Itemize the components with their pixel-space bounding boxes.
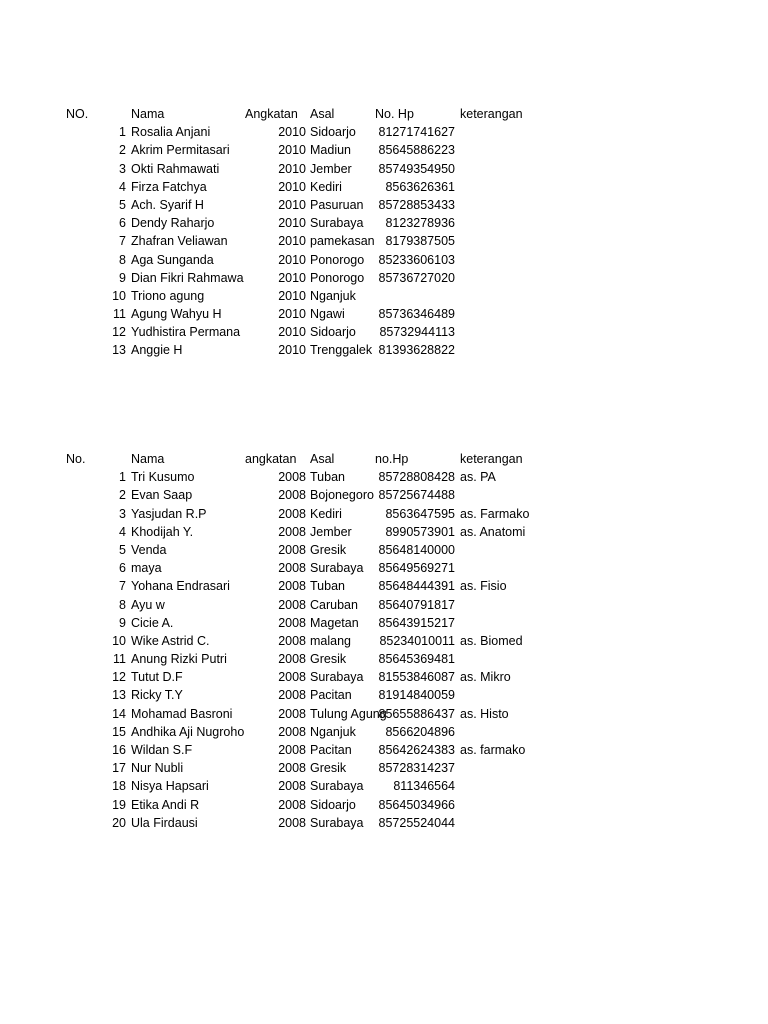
cell-no: 4	[119, 524, 126, 539]
cell-no: 18	[112, 779, 126, 794]
cell-angkatan: 2010	[278, 143, 306, 158]
header-keterangan: keterangan	[460, 107, 523, 121]
cell-nama: Evan Saap	[131, 488, 193, 503]
cell-nama: Etika Andi R	[131, 797, 200, 812]
cell-no: 11	[113, 652, 126, 667]
cell-no-hp: 85648140000	[378, 542, 455, 557]
cell-asal: Bojonegoro	[310, 488, 374, 503]
cell-nama: Agung Wahyu H	[131, 307, 222, 322]
cell-asal: Sidoarjo	[310, 125, 356, 140]
cell-angkatan: 2008	[278, 506, 306, 521]
cell-angkatan: 2008	[278, 688, 306, 703]
table-row	[0, 596, 768, 614]
cell-no: 3	[119, 506, 126, 521]
cell-keterangan: as. Anatomi	[460, 524, 526, 539]
cell-no-hp: 85725524044	[378, 815, 455, 830]
cell-angkatan: 2010	[278, 125, 306, 140]
cell-angkatan: 2010	[278, 343, 306, 358]
cell-nama: Tri Kusumo	[131, 470, 195, 485]
cell-angkatan: 2008	[278, 706, 306, 721]
cell-no: 11	[113, 307, 126, 322]
cell-nama: Yudhistira Permana	[131, 325, 241, 340]
cell-angkatan: 2008	[278, 524, 306, 539]
table-header-row	[0, 450, 768, 468]
cell-nama: Ula Firdausi	[131, 815, 198, 830]
cell-angkatan: 2008	[278, 579, 306, 594]
cell-asal: Jember	[310, 524, 352, 539]
cell-asal: Magetan	[310, 615, 359, 630]
cell-no-hp: 85655886437	[378, 706, 455, 721]
table-row	[0, 668, 768, 686]
cell-keterangan: as. farmako	[460, 743, 526, 757]
cell-asal: Gresik	[310, 652, 347, 667]
cell-no-hp: 85736346489	[378, 307, 455, 322]
table-row	[0, 251, 768, 269]
table-row	[0, 614, 768, 632]
cell-angkatan: 2010	[278, 270, 306, 285]
cell-keterangan: as. Fisio	[460, 579, 507, 594]
table-row	[0, 759, 768, 777]
header-nama: Nama	[131, 107, 165, 121]
cell-no-hp: 85725674488	[378, 488, 455, 503]
cell-asal: malang	[310, 633, 351, 648]
cell-no: 8	[119, 252, 126, 267]
cell-no-hp: 811346564	[393, 779, 455, 794]
cell-nama: Ricky T.Y	[131, 688, 183, 703]
cell-keterangan: as. Biomed	[460, 633, 523, 648]
cell-no: 13	[112, 688, 126, 703]
cell-asal: Tulung Agung	[310, 706, 387, 721]
cell-nama: Anggie H	[131, 343, 183, 358]
cell-no: 17	[112, 761, 126, 776]
cell-no-hp: 85645369481	[378, 652, 455, 667]
cell-no: 5	[119, 197, 126, 212]
cell-asal: pamekasan	[310, 234, 375, 249]
cell-no-hp: 85640791817	[378, 597, 455, 612]
cell-no-hp: 8563647595	[385, 506, 455, 521]
cell-angkatan: 2008	[278, 724, 306, 739]
cell-nama: Ach. Syarif H	[131, 197, 204, 212]
cell-asal: Surabaya	[310, 561, 364, 576]
cell-no: 6	[119, 216, 126, 231]
cell-nama: Akrim Permitasari	[131, 143, 230, 158]
cell-angkatan: 2008	[278, 597, 306, 612]
table-row	[0, 323, 768, 341]
cell-keterangan: as. Histo	[460, 706, 509, 721]
cell-angkatan: 2010	[278, 307, 306, 322]
cell-no: 7	[119, 234, 126, 249]
cell-nama: Khodijah Y.	[131, 524, 194, 539]
cell-nama: Wike Astrid C.	[131, 633, 210, 648]
cell-no-hp: 85749354950	[378, 161, 455, 176]
table-row	[0, 141, 768, 159]
header-keterangan: keterangan	[460, 452, 523, 466]
cell-angkatan: 2010	[278, 197, 306, 212]
cell-asal: Gresik	[310, 761, 347, 776]
cell-no-hp: 85645886223	[378, 143, 455, 158]
cell-asal: Pacitan	[310, 688, 352, 703]
table-row	[0, 214, 768, 232]
cell-no: 12	[112, 325, 126, 340]
cell-angkatan: 2008	[278, 615, 306, 630]
table-row	[0, 196, 768, 214]
header-no: NO.	[66, 107, 89, 121]
cell-nama: Ayu w	[131, 597, 165, 612]
table-row	[0, 577, 768, 595]
cell-asal: Trenggalek	[310, 343, 373, 358]
cell-angkatan: 2008	[278, 743, 306, 757]
cell-no: 5	[119, 542, 126, 557]
table-row	[0, 705, 768, 723]
header-no: No.	[66, 452, 86, 466]
cell-nama: Nisya Hapsari	[131, 779, 209, 794]
cell-asal: Kediri	[310, 506, 342, 521]
cell-nama: Dendy Raharjo	[131, 216, 215, 231]
cell-no-hp: 81393628822	[378, 343, 455, 358]
table-row	[0, 468, 768, 486]
cell-no-hp: 85728314237	[378, 761, 455, 776]
cell-angkatan: 2008	[278, 561, 306, 576]
cell-asal: Jember	[310, 161, 352, 176]
table-row	[0, 796, 768, 814]
cell-no-hp: 85728853433	[378, 197, 455, 212]
cell-asal: Nganjuk	[310, 724, 356, 739]
cell-no: 16	[112, 743, 126, 757]
cell-no: 12	[112, 670, 126, 685]
table-row	[0, 178, 768, 196]
cell-no-hp: 8123278936	[385, 216, 455, 231]
cell-asal: Pasuruan	[310, 197, 364, 212]
cell-angkatan: 2008	[278, 761, 306, 776]
table-row	[0, 741, 768, 759]
cell-angkatan: 2008	[278, 488, 306, 503]
cell-nama: Triono agung	[131, 288, 205, 303]
table-row	[0, 814, 768, 832]
table-row	[0, 160, 768, 178]
cell-angkatan: 2010	[278, 216, 306, 231]
cell-no-hp: 81271741627	[378, 125, 455, 140]
cell-no: 20	[112, 815, 126, 830]
header-asal: Asal	[310, 107, 335, 121]
cell-no-hp: 8990573901	[385, 524, 455, 539]
table-row	[0, 232, 768, 250]
cell-no: 2	[119, 143, 126, 158]
cell-nama: Andhika Aji Nugroho	[131, 724, 245, 739]
header-angkatan: Angkatan	[245, 107, 298, 121]
cell-no-hp: 81553846087	[378, 670, 455, 685]
cell-nama: Dian Fikri Rahmawa	[131, 270, 244, 285]
cell-nama: Firza Fatchya	[131, 179, 207, 194]
cell-asal: Gresik	[310, 542, 347, 557]
cell-no: 13	[112, 343, 126, 358]
cell-no: 10	[112, 633, 126, 648]
cell-no: 2	[119, 488, 126, 503]
table-header-row	[0, 105, 768, 123]
table-row	[0, 305, 768, 323]
cell-no: 19	[112, 797, 126, 812]
cell-asal: Surabaya	[310, 670, 364, 685]
table-row	[0, 341, 768, 359]
cell-asal: Sidoarjo	[310, 797, 356, 812]
cell-no: 9	[119, 615, 126, 630]
cell-asal: Ponorogo	[310, 270, 365, 285]
cell-nama: Yasjudan R.P	[131, 506, 207, 521]
cell-angkatan: 2008	[278, 797, 306, 812]
cell-no: 4	[119, 179, 126, 194]
cell-angkatan: 2008	[278, 779, 306, 794]
cell-no-hp: 85643915217	[378, 615, 455, 630]
table-row	[0, 541, 768, 559]
cell-nama: maya	[131, 561, 162, 576]
header-no-hp: No. Hp	[375, 107, 414, 121]
cell-angkatan: 2008	[278, 670, 306, 685]
table-row	[0, 650, 768, 668]
cell-nama: Venda	[131, 542, 167, 557]
cell-angkatan: 2010	[278, 179, 306, 194]
cell-nama: Anung Rizki Putri	[131, 652, 227, 667]
table-row	[0, 559, 768, 577]
cell-no-hp: 85728808428	[378, 470, 455, 485]
cell-no-hp: 85234010011	[379, 633, 455, 648]
cell-no-hp: 85648444391	[378, 579, 455, 594]
cell-angkatan: 2010	[278, 288, 306, 303]
table-row	[0, 287, 768, 305]
cell-no-hp: 85649569271	[378, 561, 455, 576]
cell-no-hp: 8566204896	[385, 724, 455, 739]
table-row	[0, 777, 768, 795]
table-angkatan-2010	[0, 105, 768, 360]
cell-keterangan: as. Farmako	[460, 506, 530, 521]
cell-no-hp: 8179387505	[385, 234, 455, 249]
cell-nama: Cicie A.	[131, 615, 174, 630]
cell-asal: Kediri	[310, 179, 342, 194]
header-no-hp: no.Hp	[375, 452, 409, 466]
cell-asal: Pacitan	[310, 743, 352, 757]
cell-angkatan: 2010	[278, 161, 306, 176]
table-row	[0, 269, 768, 287]
cell-asal: Ngawi	[310, 307, 345, 322]
cell-no-hp: 81914840059	[378, 688, 455, 703]
header-angkatan: angkatan	[245, 452, 297, 466]
table-angkatan-2008	[0, 450, 768, 832]
cell-angkatan: 2010	[278, 234, 306, 249]
cell-asal: Ponorogo	[310, 252, 365, 267]
cell-nama: Zhafran Veliawan	[131, 234, 228, 249]
cell-asal: Surabaya	[310, 216, 364, 231]
cell-nama: Okti Rahmawati	[131, 161, 220, 176]
cell-asal: Tuban	[310, 470, 345, 485]
cell-no-hp: 85645034966	[378, 797, 455, 812]
table-row	[0, 632, 768, 650]
cell-angkatan: 2010	[278, 325, 306, 340]
cell-asal: Nganjuk	[310, 288, 356, 303]
cell-no: 10	[112, 288, 126, 303]
cell-no: 6	[119, 561, 126, 576]
cell-asal: Surabaya	[310, 779, 364, 794]
cell-nama: Mohamad Basroni	[131, 706, 233, 721]
header-nama: Nama	[131, 452, 165, 466]
cell-keterangan: as. PA	[460, 470, 496, 485]
cell-asal: Sidoarjo	[310, 325, 356, 340]
header-asal: Asal	[310, 452, 335, 466]
cell-nama: Rosalia Anjani	[131, 125, 211, 140]
table-row	[0, 686, 768, 704]
cell-asal: Surabaya	[310, 815, 364, 830]
cell-no: 7	[119, 579, 126, 594]
cell-no: 1	[119, 470, 126, 485]
table-row	[0, 505, 768, 523]
cell-angkatan: 2008	[278, 633, 306, 648]
cell-keterangan: as. Mikro	[460, 670, 511, 685]
cell-asal: Caruban	[310, 597, 358, 612]
cell-no-hp: 85732944113	[379, 325, 455, 340]
cell-no: 9	[119, 270, 126, 285]
cell-angkatan: 2010	[278, 252, 306, 267]
cell-nama: Yohana Endrasari	[131, 579, 230, 594]
cell-angkatan: 2008	[278, 542, 306, 557]
cell-no: 1	[119, 125, 126, 140]
table-row	[0, 486, 768, 504]
cell-nama: Tutut D.F	[131, 670, 183, 685]
cell-no-hp: 85642624383	[378, 743, 455, 757]
cell-angkatan: 2008	[278, 470, 306, 485]
cell-angkatan: 2008	[278, 815, 306, 830]
cell-asal: Madiun	[310, 143, 351, 158]
cell-nama: Wildan S.F	[131, 743, 193, 757]
cell-no: 8	[119, 597, 126, 612]
cell-no: 3	[119, 161, 126, 176]
cell-no: 15	[112, 724, 126, 739]
table-body	[0, 123, 768, 359]
table-row	[0, 723, 768, 741]
cell-angkatan: 2008	[278, 652, 306, 667]
cell-no-hp: 8563626361	[385, 179, 455, 194]
cell-nama: Nur Nubli	[131, 761, 184, 776]
cell-no: 14	[112, 706, 126, 721]
cell-no-hp: 85233606103	[378, 252, 455, 267]
table-row	[0, 123, 768, 141]
table-row	[0, 523, 768, 541]
table-body	[0, 468, 768, 832]
cell-nama: Aga Sunganda	[131, 252, 214, 267]
cell-no-hp: 85736727020	[378, 270, 455, 285]
cell-asal: Tuban	[310, 579, 345, 594]
